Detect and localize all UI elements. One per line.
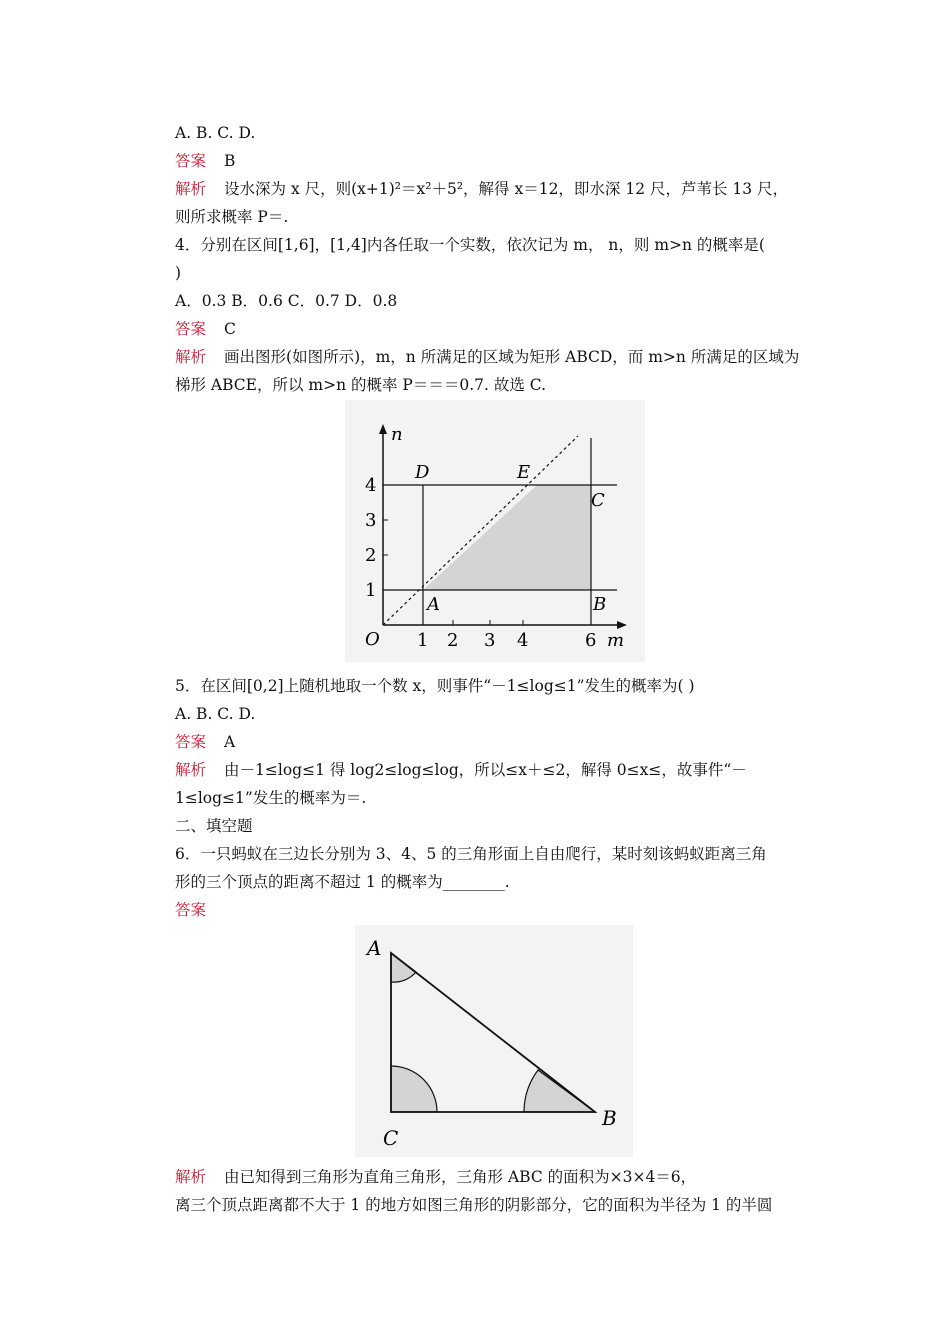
q6-stem-line2: 形的三个顶点的距离不超过 1 的概率为________. [175, 873, 510, 891]
answer-label: 答案 [175, 320, 207, 338]
sector-at-B [524, 1070, 595, 1112]
q5-options: A. B. C. D. [175, 705, 256, 723]
analysis-label: 解析 [175, 761, 207, 779]
q6-figure-svg [355, 925, 633, 1157]
q6-answer-line [175, 900, 224, 920]
analysis-text: 设水深为 x 尺，则(x+1)²＝x²＋5²，解得 x＝12，即水深 12 尺，芦苇长 13 尺， [224, 180, 789, 198]
sector-at-A [391, 953, 416, 982]
q5-answer-line [175, 732, 235, 752]
answer-label: 答案 [175, 901, 207, 919]
analysis-label: 解析 [175, 180, 207, 198]
q4-answer-line [175, 319, 236, 339]
q4-stem-line1: 4．分别在区间[1,6]，[1,4]内各任取一个实数，依次记为 m， n，则 m>n 的概率是( [175, 236, 765, 254]
point-label-D: D [415, 462, 430, 483]
q3-analysis-line1 [175, 179, 788, 199]
q5-analysis-line1 [175, 760, 747, 780]
answer-value: A [224, 733, 236, 751]
point-label-E: E [517, 462, 531, 483]
point-label-B: B [593, 594, 607, 615]
x-tick-4: 4 [517, 630, 529, 651]
sector-at-C [391, 1066, 437, 1112]
q4-analysis-line2: 梯形 ABCE，所以 m>n 的概率 P＝＝＝0.7. 故选 C. [175, 376, 547, 394]
axis-label-n: n [391, 424, 403, 445]
q6-analysis-line1 [175, 1167, 696, 1187]
q3-answer-line [175, 151, 235, 171]
x-tick-1: 1 [417, 630, 429, 651]
vertex-label-B: B [602, 1106, 617, 1130]
analysis-text: 画出图形(如图所示)，m，n 所满足的区域为矩形 ABCD，而 m>n 所满足的区域为 [224, 348, 800, 366]
q6-figure [355, 925, 633, 1157]
y-tick-2: 2 [365, 545, 377, 566]
section-heading: 二、填空题 [175, 817, 253, 835]
y-tick-1: 1 [365, 580, 377, 601]
q3-analysis-line2: 则所求概率 P＝. [175, 208, 289, 226]
axis-label-m: m [607, 630, 625, 651]
answer-value: B [224, 152, 236, 170]
answer-value: C [224, 320, 236, 338]
y-tick-4: 4 [365, 475, 377, 496]
q4-analysis-line1 [175, 347, 799, 367]
x-tick-6: 6 [585, 630, 597, 651]
q4-stem-line2: ) [175, 264, 182, 282]
x-tick-3: 3 [484, 630, 496, 651]
analysis-label: 解析 [175, 1168, 207, 1186]
q4-figure [345, 400, 645, 662]
answer-label: 答案 [175, 152, 207, 170]
point-label-A: A [427, 594, 440, 615]
q3-options: A. B. C. D. [175, 124, 256, 142]
vertex-label-A: A [367, 936, 382, 960]
x-axis-arrow [617, 621, 627, 629]
q5-analysis-line2: 1≤log≤1”发生的概率为＝. [175, 789, 367, 807]
x-tick-2: 2 [447, 630, 459, 651]
answer-label: 答案 [175, 733, 207, 751]
point-label-C: C [591, 490, 605, 511]
q5-stem: 5．在区间[0,2]上随机地取一个数 x，则事件“－1≤log≤1”发生的概率为( ) [175, 677, 695, 695]
q6-stem-line1: 6．一只蚂蚁在三边长分别为 3、4、5 的三角形面上自由爬行，某时刻该蚂蚁距离三角 [175, 845, 767, 863]
y-axis-arrow [379, 424, 387, 434]
analysis-text: 由－1≤log≤1 得 log2≤log≤log，所以≤x＋≤2，解得 0≤x≤，故事件“－ [224, 761, 747, 779]
analysis-text: 由已知得到三角形为直角三角形，三角形 ABC 的面积为×3×4＝6， [224, 1168, 697, 1186]
shaded-region-trapezoid [423, 485, 591, 590]
origin-label: O [365, 629, 380, 650]
vertex-label-C: C [383, 1126, 399, 1150]
y-tick-3: 3 [365, 510, 377, 531]
q4-figure-svg [345, 400, 645, 662]
analysis-label: 解析 [175, 348, 207, 366]
q6-analysis-line2: 离三个顶点距离都不大于 1 的地方如图三角形的阴影部分，它的面积为半径为 1 的半圆 [175, 1196, 773, 1214]
q4-options: A．0.3 B．0.6 C．0.7 D．0.8 [175, 292, 398, 310]
